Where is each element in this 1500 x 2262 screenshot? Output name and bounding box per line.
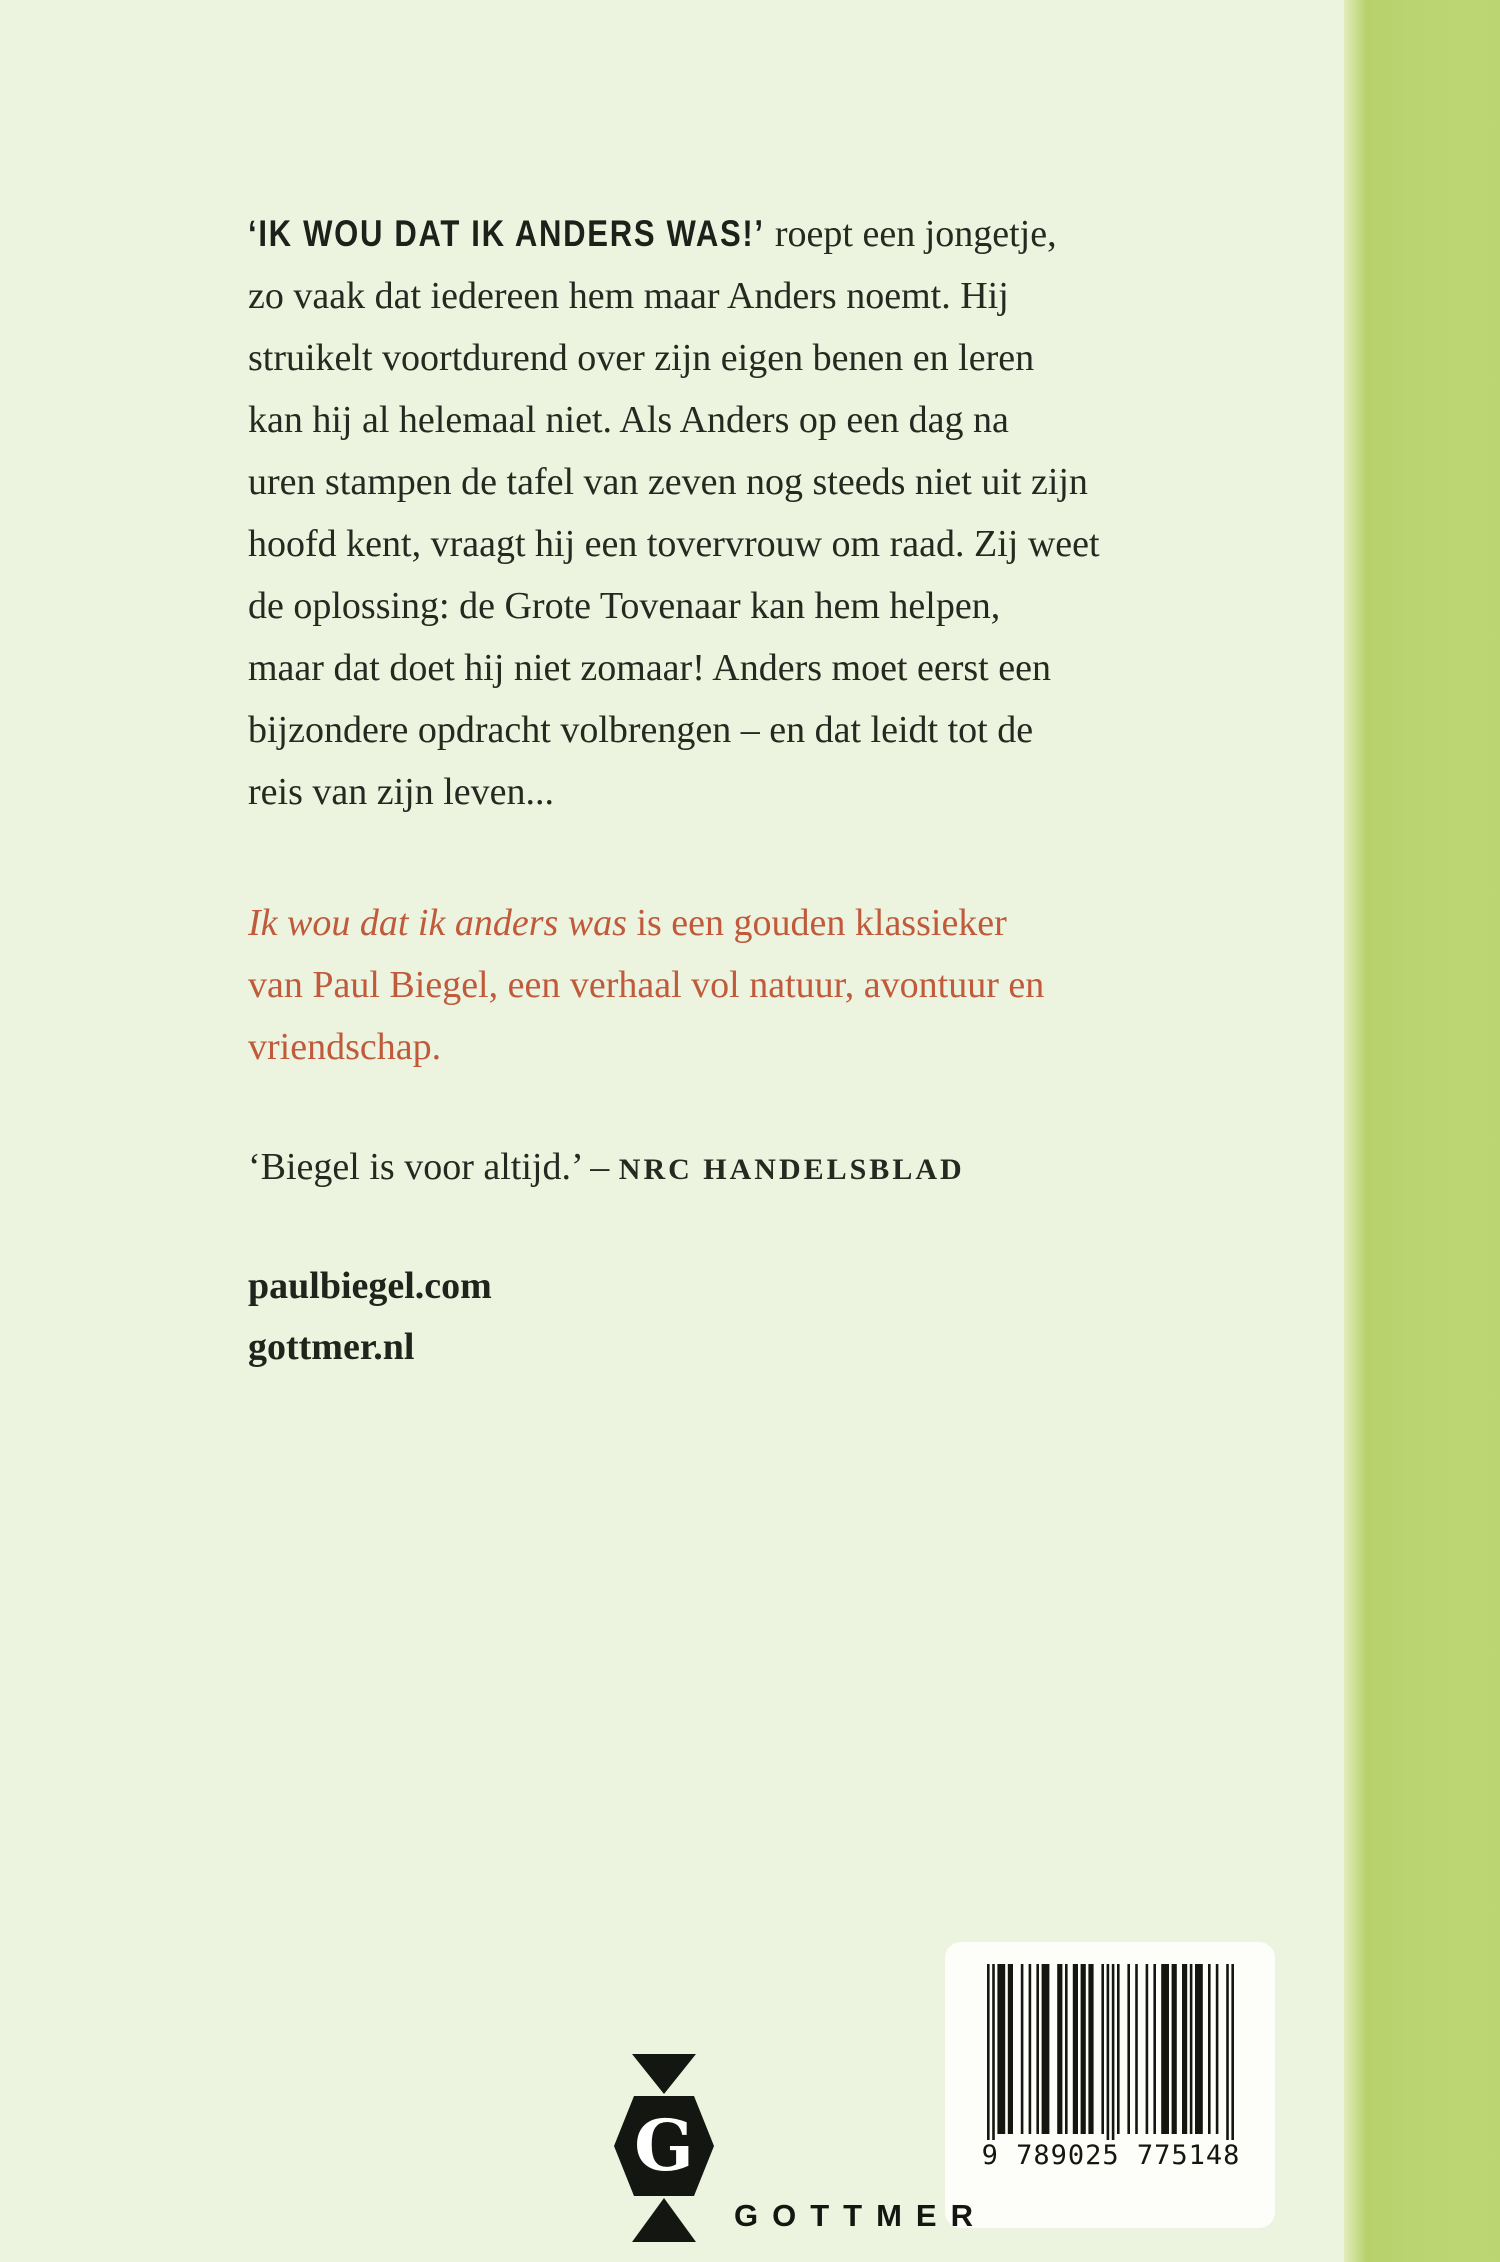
cover-green-stripe [1344, 0, 1500, 2262]
barcode-icon [987, 1964, 1234, 2155]
barcode-bars [987, 1964, 1234, 2150]
isbn-number: 9 789025 775148 [965, 2140, 1257, 2171]
press-quote-source: NRC HANDELSBLAD [618, 1153, 965, 1186]
blurb-line: hoofd kent, vraagt hij een tovervrouw om raad. Zij weet [248, 523, 1100, 565]
author-website: paulbiegel.com [248, 1265, 492, 1307]
highlight-paragraph [248, 892, 1044, 1078]
blurb-line: bijzondere opdracht volbrengen – en dat leidt tot de [248, 709, 1034, 751]
highlight-line1-rest: is een gouden klassieker [626, 902, 1007, 944]
logo-letter: G [634, 2104, 694, 2187]
blurb-line: de oplossing: de Grote Tovenaar kan hem helpen, [248, 585, 1001, 627]
publisher-website: gottmer.nl [248, 1326, 415, 1368]
blurb-line: uren stampen de tafel van zeven nog steeds niet uit zijn [248, 461, 1088, 503]
blurb-headline: ‘IK WOU DAT IK ANDERS WAS!’ [248, 213, 765, 254]
publisher-name: GOTTMER [734, 2198, 987, 2233]
press-quote [248, 1136, 965, 1201]
blurb-paragraph [248, 203, 1100, 823]
blurb-line: zo vaak dat iedereen hem maar Anders noemt. Hij [248, 275, 1009, 317]
highlight-line: vriendschap. [248, 1026, 442, 1068]
press-quote-text: ‘Biegel is voor altijd.’ – [248, 1146, 619, 1188]
highlight-line: van Paul Biegel, een verhaal vol natuur, avontuur en [248, 964, 1045, 1006]
book-title-italic: Ik wou dat ik anders was [248, 902, 627, 944]
blurb-line [248, 203, 1100, 265]
barcode-panel [945, 1942, 1275, 2228]
blurb-line: reis van zijn leven... [248, 771, 555, 813]
gottmer-candy-icon [612, 2052, 716, 2252]
publisher-logo [612, 2052, 987, 2257]
website-links [248, 1256, 492, 1378]
blurb-line1-rest: roept een jongetje, [774, 213, 1057, 255]
highlight-line [248, 892, 1044, 954]
blurb-line: kan hij al helemaal niet. Als Anders op een dag na [248, 399, 1009, 441]
blurb-line: struikelt voortdurend over zijn eigen benen en leren [248, 337, 1035, 379]
blurb-line: maar dat doet hij niet zomaar! Anders moet eerst een [248, 647, 1051, 689]
